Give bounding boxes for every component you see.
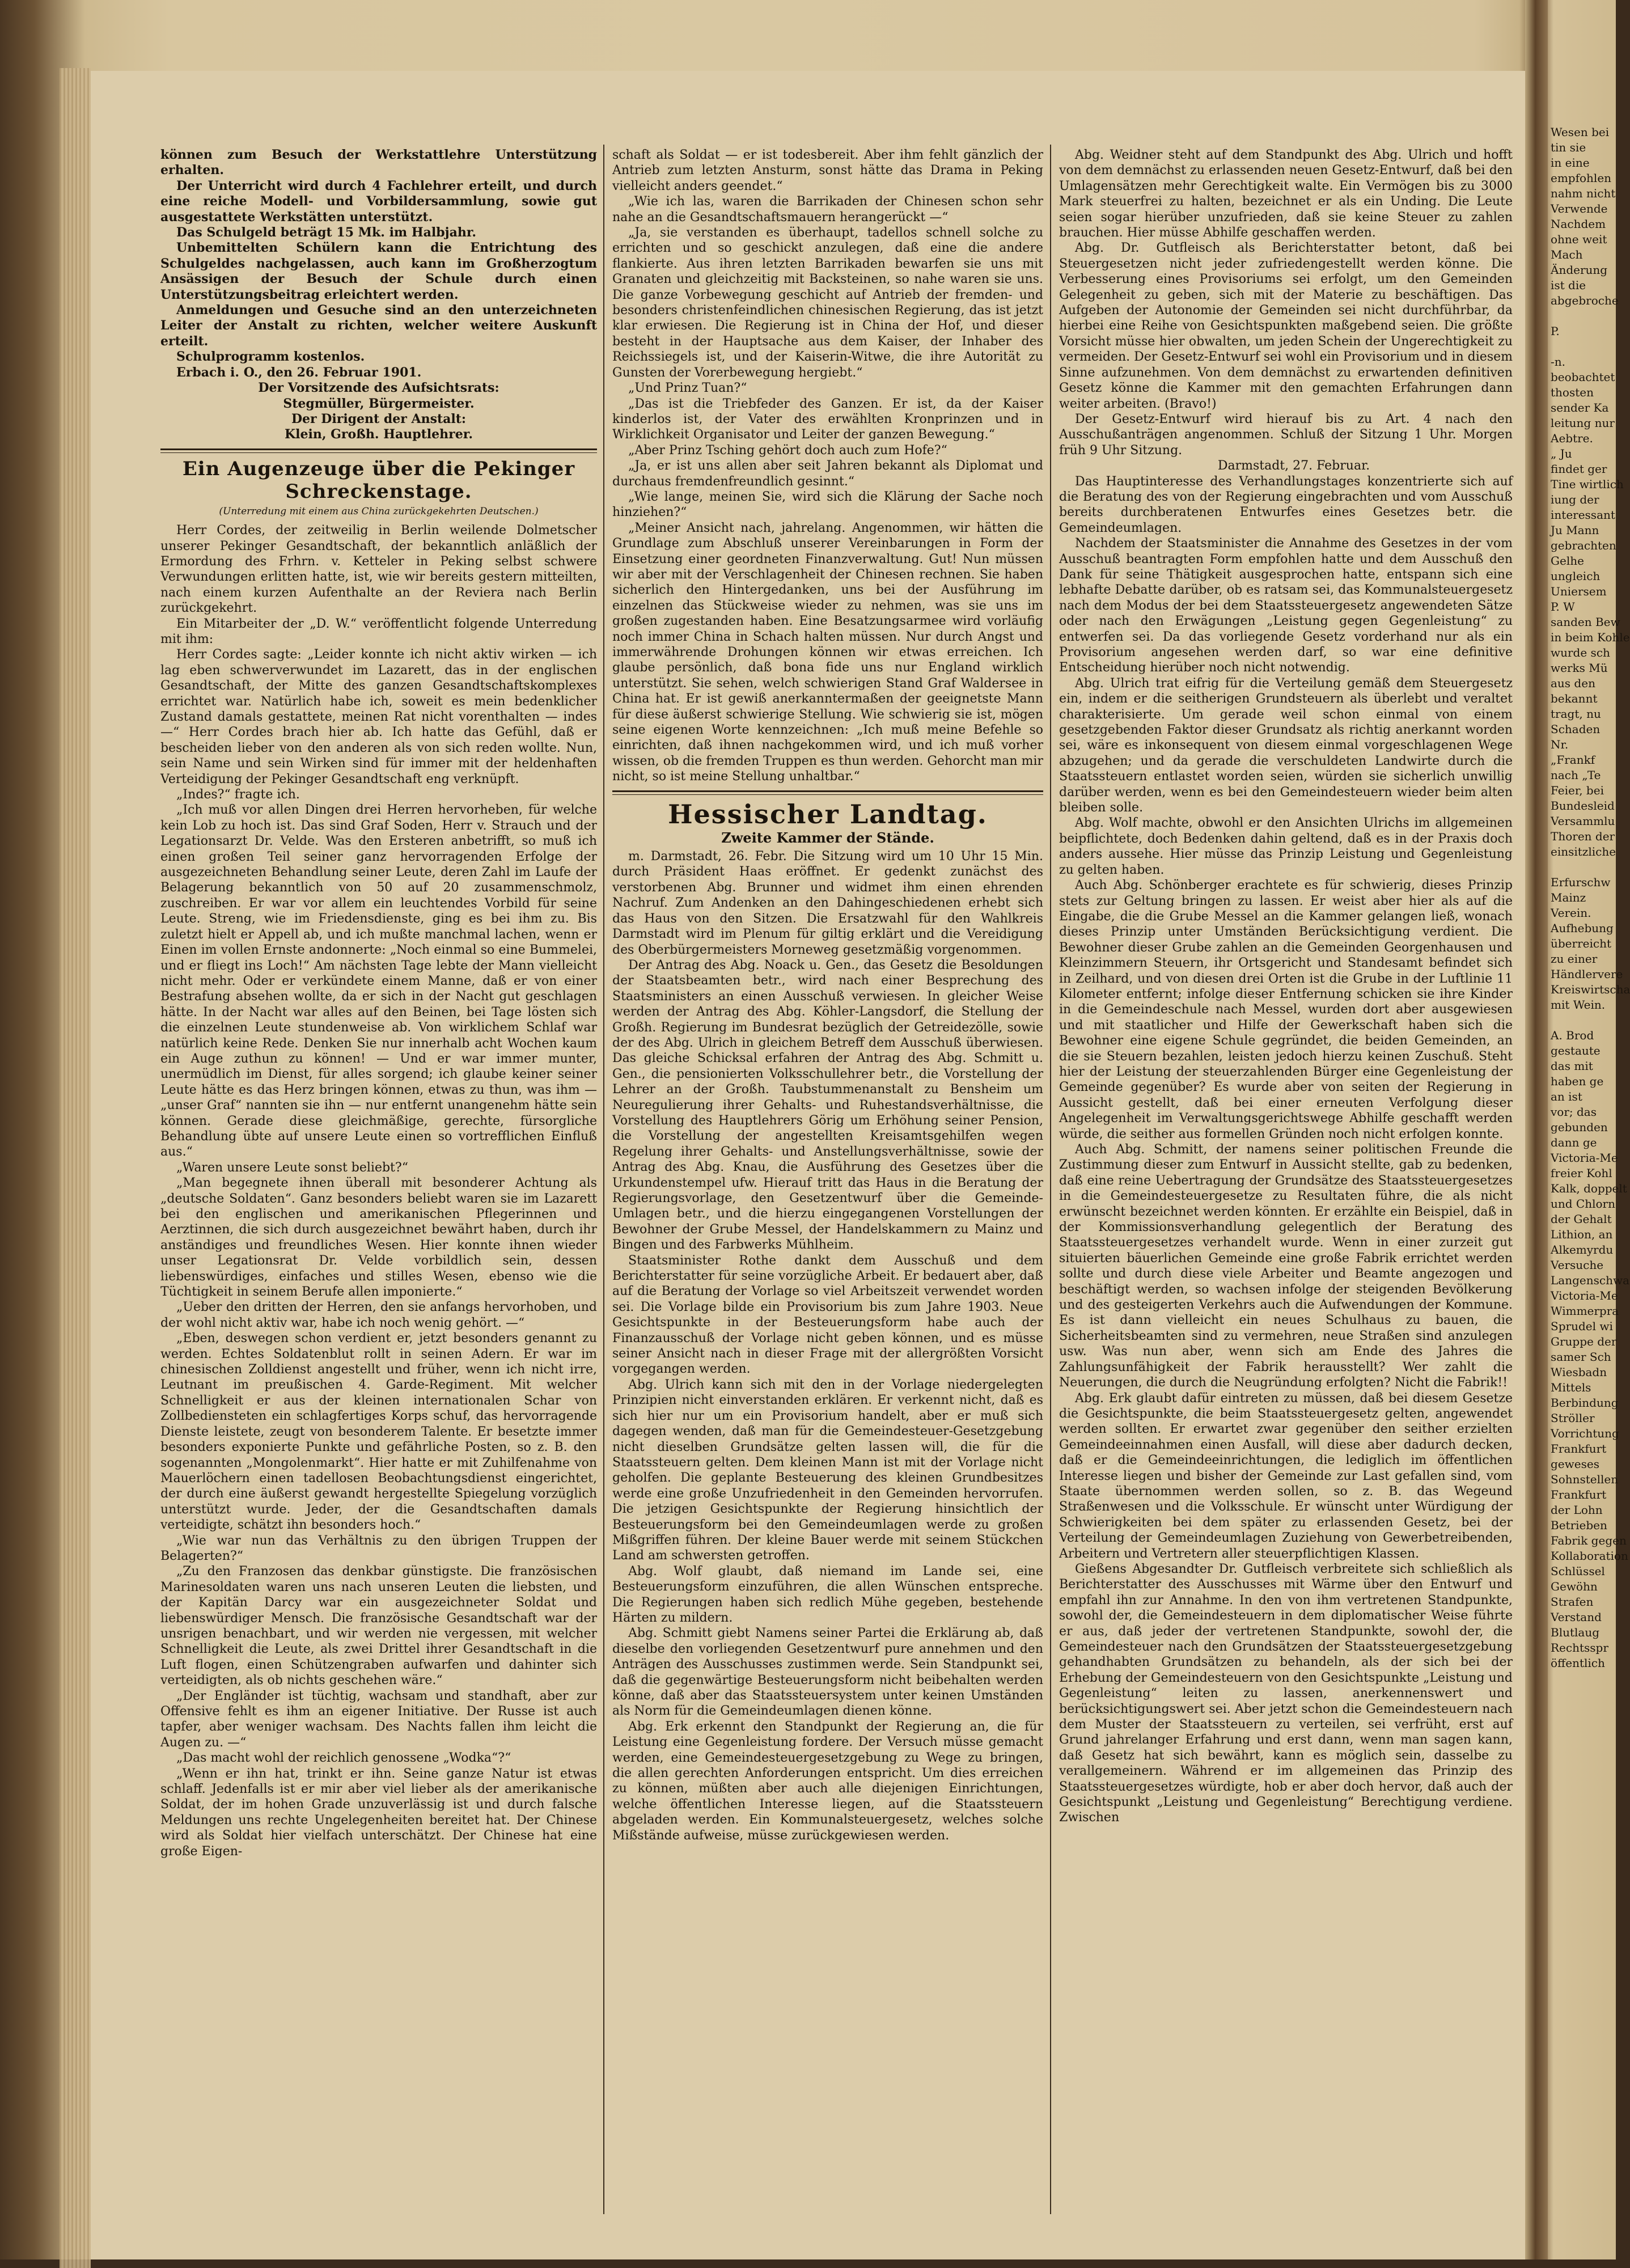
adjacent-page-line: P. W (1551, 600, 1575, 613)
adjacent-page-line: Mach (1551, 248, 1583, 261)
adjacent-page-line: thosten (1551, 386, 1594, 399)
column-rule-2 (1050, 145, 1051, 2214)
adjacent-page-line: „ Ju (1551, 447, 1572, 460)
adjacent-page-line: Nr. (1551, 738, 1569, 751)
column-rule-1 (603, 145, 604, 2214)
notice-paragraph: können zum Besuch der Werkstattlehre Unterstützung erhalten. (160, 147, 597, 178)
adjacent-page-line: Betrieben (1551, 1518, 1607, 1532)
adjacent-page-line: Erfurschw (1551, 875, 1611, 889)
binding-gutter (1525, 0, 1548, 2259)
adjacent-page-line: zu einer (1551, 952, 1598, 966)
adjacent-page-line: Verwende (1551, 202, 1608, 215)
adjacent-page-line: freier Kohl (1551, 1166, 1612, 1180)
article-paragraph: „Ja, er ist uns allen aber seit Jahren bekannt als Diplomat und durchaus fremdenfreundlich gesinnt.“ (612, 459, 1043, 489)
adjacent-page-line: Versammlu (1551, 814, 1615, 828)
adjacent-page-line: gebunden (1551, 1120, 1608, 1134)
article-paragraph: „Ueber den dritten der Herren, den sie anfangs hervorhoben, und der wohl nicht aktiv war, habe ich noch wenig gehört. —“ (160, 1300, 597, 1330)
landtag-paragraph: Abg. Erk erkennt den Standpunkt der Regierung an, die für Leistung eine Gegenleistung fordere. Der Versuch müsse gemacht werden, eine Gemeindesteuergesetzgebung zu Wege zu bringen, die allen gerechten Anforderungen entspricht. Um dies erreichen zu können, müßten aber auch alle diejenigen Einrichtungen, welche öffentlichen Interesse liegen, auf die Staatssteuern abgeladen werden. Ein Kommunalsteuergesetz, welches solche Mißstände aufweise, müsse zurückgewiesen werden. (612, 1719, 1043, 1843)
landtag-paragraph: Abg. Weidner steht auf dem Standpunkt des Abg. Ulrich und hofft von dem demnächst zu erlassenden neuen Gesetz-Entwurf, daß bei den Umlagensätzen mehr Gerechtigkeit walte. Ein Vermögen bis zu 3000 Mark steuerfrei zu halten, bezeichnet er als ein Unding. Die Leute seien sogar hierüber unzufrieden, daß sie keine Steuer zu zahlen brauchen. Hier müsse Abhilfe geschaffen werden. (1059, 148, 1513, 240)
adjacent-page-line: aus den (1551, 676, 1595, 690)
adjacent-page-line: empfohlen (1551, 171, 1612, 185)
article-paragraph: „Ja, sie verstanden es überhaupt, tadellos schnell solche zu errichten und so geschickt anzulegen, daß eine die andere flankierte. Aus ihren letzten Barrikaden bewarfen sie uns mit Granaten und gleichzeitig mit Backsteinen, so nahe waren sie uns. Die ganze Vorbewegung geschicht auf Antrieb der fremden- und besonders christenfeindlichen chinesischen Regierung, das ist jetzt klar erwiesen. Die Regierung ist in China der Hof, und dieser besteht in der Hauptsache aus dem Kaiser, der Inhaber des Reichssiegels ist, und der Kaiserin-Witwe, die ihre Autorität zu Gunsten der Vorerbewegung hergiebt.“ (612, 226, 1043, 380)
adjacent-page-line (1551, 339, 1616, 354)
adjacent-page-line: Kollaboration (1551, 1549, 1628, 1563)
adjacent-page-line: Kalk, doppelt (1551, 1182, 1627, 1195)
adjacent-page-line: werks Mü (1551, 661, 1608, 675)
column-1 (160, 147, 597, 2237)
adjacent-page-line (1551, 308, 1616, 324)
adjacent-page-line: wurde sch (1551, 646, 1610, 659)
adjacent-page-line: Kreiswirtscha (1551, 983, 1630, 996)
director-name: Klein, Großh. Hauptlehrer. (285, 427, 473, 442)
landtag-paragraph: m. Darmstadt, 26. Febr. Die Sitzung wird um 10 Uhr 15 Min. durch Präsident Haas eröffnet. Er gedenkt zunächst des verstorbenen Abg. Brunner und widmet ihm einen ehrenden Nachruf. Zum Andenken an den Dahingeschiedenen erhebt sich das Haus von den Sitzen. Die Ersatzwahl für den Wahlkreis Darmstadt wird im Plenum für giltig erklärt und die Vereidigung des Oberbürgermeisters Morneweg gesetzmäßig vorgenommen. (612, 849, 1043, 957)
adjacent-page-line: Ju Mann (1551, 523, 1599, 537)
adjacent-page-line: Tine wirtlich (1551, 477, 1624, 491)
adjacent-page-line: Nachdem (1551, 217, 1606, 231)
adjacent-page-line: Gruppe der (1551, 1335, 1617, 1348)
article-paragraph: schaft als Soldat — er ist todesbereit. Aber ihm fehlt gänzlich der Antrieb zum letzten Ansturm, sonst hätte das Drama in Peking vielleicht anders geendet.“ (612, 148, 1043, 193)
article-paragraph: „Man begegnete ihnen überall mit besonderer Achtung als „deutsche Soldaten“. Ganz besonders beliebt waren sie im Lazarett bei den englischen und amerikanischen Pflegerinnen und Aerztinnen, die sich durch ausgezeichnet bewährt haben, durch ihr anständiges und freundliches Wesen. Hier konnte ihnen wieder unser Legationsrat Dr. Velde vorbildlich sein, dessen liebenswürdiges, einfaches und stilles Wesen, ebenso wie die Tüchtigkeit in seinem Berufe allen imponierte.“ (160, 1176, 597, 1300)
adjacent-page-line: Alkemyrdu (1551, 1243, 1614, 1256)
adjacent-page-line: leitung nur (1551, 416, 1615, 430)
adjacent-page-line (1551, 860, 1616, 875)
adjacent-page-line: und Chlorn (1551, 1197, 1615, 1211)
article-paragraph: Herr Cordes, der zeitweilig in Berlin weilende Dolmetscher unserer Pekinger Gesandtschaft, der bekanntlich anläßlich der Ermordung des Frhrn. v. Ketteler in Peking selbst schwere Verwundungen erlitten hatte, ist, wie wir bereits gestern mitteilten, nach einem kurzen Aufenthalte an der Reviera nach Berlin zurückgekehrt. (160, 523, 597, 616)
adjacent-page-line: Uniersem (1551, 585, 1607, 598)
adjacent-page-line: geweses (1551, 1457, 1599, 1471)
notice-paragraph: Das Schulgeld beträgt 15 Mk. im Halbjahr. (176, 225, 477, 240)
landtag-paragraph: Nachdem der Staatsminister die Annahme des Gesetzes in der vom Ausschuß beantragten Form empfohlen hatte und dem Ausschuß den Dank für seine Thätigkeit ausgesprochen hatte, entspann sich eine lebhafte Debatte darüber, ob es ratsam sei, das Kommunalsteuergesetz nach dem Modus der bei dem Staatssteuergesetz angewendeten Sätze oder nach den Erwägungen „Leistung gegen Gegenleistung“ zu entwerfen sei. Da das vorliegende Gesetz vorderhand nur als ein Provisorium angesehen werden darf, so war eine definitive Entscheidung hierüber noch nicht notwendig. (1059, 536, 1513, 675)
article-paragraph: „Waren unsere Leute sonst beliebt?“ (176, 1160, 408, 1175)
adjacent-page-line: Strafen (1551, 1595, 1594, 1609)
article-paragraph: „Eben, deswegen schon verdient er, jetzt besonders genannt zu werden. Echtes Soldatenblut rollt in seinen Adern. Er war im chinesischen Zolldienst angestellt und früher, wenn ich nicht irre, Leutnant im preußischen 4. Garde-Regiment. Mit welcher Schnelligkeit er aus der kleinen internationalen Schar von Zollbediensteten ein schlagfertiges Korps schuf, das hervorragende Dienste leistete, zeugt von besonderem Talente. Er besetzte immer besonders exponierte Punkte und gefährliche Posten, so z. B. den sogenannten „Mongolenmarkt“. Hier hatte er mit Zuhilfenahme von Mauerlöchern einen tadellosen Beobachtungsdienst eingerichtet, der durch eine äußerst gewandt hergestellte Spiegelung vorzüglich unterstützt wurde. Jeder, der die Gesandtschaften damals verteidigte, schätzt ihn besonders hoch.“ (160, 1331, 597, 1533)
adjacent-page-line: einsitzliche (1551, 845, 1616, 858)
adjacent-page-line: Wiesbadn (1551, 1365, 1607, 1379)
adjacent-page-line: mit Wein. (1551, 998, 1606, 1012)
adjacent-page-line: -n. (1551, 355, 1565, 369)
adjacent-page-line: Vorrichtung (1551, 1427, 1619, 1440)
adjacent-page-line: Aebtre. (1551, 431, 1593, 445)
landtag-paragraph: Der Gesetz-Entwurf wird hierauf bis zu Art. 4 nach den Ausschußanträgen angenommen. Schluß der Sitzung 1 Uhr. Morgen früh 9 Uhr Sitzung. (1059, 412, 1513, 458)
article-subhead: (Unterredung mit einem aus China zurückgekehrten Deutschen.) (219, 505, 539, 517)
adjacent-page-line: in eine (1551, 156, 1590, 170)
adjacent-page-line: Fabrik gegen (1551, 1534, 1627, 1547)
landtag-paragraph: Abg. Dr. Gutfleisch als Berichterstatter betont, daß bei Steuergesetzen nicht jeder zufriedengestellt werden könne. Die Verbesserung eines Provisoriums sei erfolgt, um den Gemeinden Gelegenheit zu geben, sich mit der Materie zu beschäftigen. Das Aufgeben der Autonomie der Gemeinden sei nicht durchführbar, da hierbei eine Reihe von Gesichtspunkten maßgebend seien. Die größte Vorsicht müsse hier obwalten, um jeden Schein der Ungerechtigkeit zu vermeiden. Der Gesetz-Entwurf sei wohl ein Provisorium und in diesem Sinne aufzunehmen. Von dem demnächst zu erwartenden definitiven Gesetz könne die Kammer mit den gemachten Erfahrungen dann weiter arbeiten. (Bravo!) (1059, 241, 1513, 411)
column-2 (612, 147, 1043, 2237)
adjacent-page-line: Verein. (1551, 906, 1591, 920)
adjacent-page-line: Gelhe (1551, 554, 1584, 568)
section-divider (160, 448, 597, 453)
adjacent-page-line: Victoria-Me (1551, 1289, 1618, 1302)
article-paragraph: „Zu den Franzosen das denkbar günstigste. Die französischen Marinesoldaten waren uns nach unseren Leuten die liebsten, und der Kapitän Darcy war ein ausgezeichneter Soldat und liebenswürdiger Mensch. Die französische Gesandtschaft war der unsrigen benachbart, und wir werden nie vergessen, mit welcher Schnelligkeit die Leute, als zwei Drittel ihrer Gesandtschaft in die Luft flogen, einen Schützengraben aufwarfen und dahinter sich verteidigten, als ob nichts geschehen wäre.“ (160, 1564, 597, 1688)
section-divider (612, 790, 1043, 795)
landtag-paragraph: Auch Abg. Schmitt, der namens seiner politischen Freunde die Zustimmung dieser zum Entwurf in Aussicht stellte, gab zu bedenken, daß eine reine Uebertragung der Grundsätze des Staatssteuergesetzes in die Gemeindesteuergesetze zu Resultaten führe, die als nicht erwünscht bezeichnet werden könnten. Er erzählte ein Beispiel, daß in der Kommissionsverhandlung gelegentlich der Beratung des Staatssteuergesetzes verhandelt wurde. Wenn in einer zurzeit gut situierten bäuerlichen Gemeinde eine große Fabrik errichtet werden sollte und durch diese viele Arbeiter und Beamte angezogen und beschäftigt werden, so wachsen infolge der steigenden Bevölkerung und des gesteigerten Verkehrs auch die Aufwendungen der Kommune. Es ist dann vielleicht ein neues Schulhaus zu bauen, die Sicherheitsbeamten sind zu vermehren, neue Straßen sind anzulegen usw. Was nun aber, wenn sich am Ende des Jahres die Zahlungsunfähigkeit der Fabrik herausstellt? Wer zahlt die Neuerungen, die durch die Neugründung erfolgten? Nicht die Fabrik!! (1059, 1143, 1513, 1390)
adjacent-page-line: P. (1551, 324, 1560, 338)
notice-place-date: Erbach i. O., den 26. Februar 1901. (176, 365, 422, 380)
adjacent-page-line: Änderung (1551, 263, 1608, 277)
adjacent-page-line: Lithion, an (1551, 1228, 1613, 1241)
landtag-paragraph: Abg. Schmitt giebt Namens seiner Partei die Erklärung ab, daß dieselbe den vorliegenden Gesetzentwurf pure annehmen und den Anträgen des Ausschusses zustimmen werde. Sein Standpunkt sei, daß die gegenwärtige Besteuerungsform nicht beibehalten werden könne, daß aber das Staatssteuersystem unter keinen Umständen als Norm für die Gemeindeumlagen dienen könne. (612, 1626, 1043, 1719)
adjacent-page-line: iung der (1551, 493, 1599, 506)
adjacent-page-line: der Lohn (1551, 1503, 1603, 1517)
landtag-paragraph: Gießens Abgesandter Dr. Gutfleisch verbreitete sich schließlich als Berichterstatter des Ausschusses mit Wärme über den Entwurf und empfahl ihn zur Annahme. In den von ihm vertretenen Standpunkte, sowohl der, die Gemeindesteuern in dem diplomatischer Weise führte er aus, daß jeder der vertretenen Standpunkte, sowohl der, die Gemeindesteuer nach den Grundsätzen der Staatssteuergesetzgebung gehandhabten Grundsätzen zu behandeln, als der sich bei der Erhebung der Gemeindesteuern von den Gesichtspunkte „Leistung und Gegenleistung“ leiten zu lassen, anerkennenswert und berücksichtigungswert sei. Aber jetzt schon die Gemeindesteuern nach dem Muster der Staatssteuern zu verteilen, sei verfrüht, erst auf Grund jahrelanger Erfahrung und erst dann, wenn man sagen kann, daß Gesetz hat sich bewährt, kann es möglich sein, dasselbe zu verallgemeinern. Während er im allgemeinen das Prinzip des Staatssteuergesetzes würdigte, hob er aber doch hervor, daß auch der Gesichtspunkt „Leistung und Gegenleistung“ Berechtigung verdiene. Zwischen (1059, 1562, 1513, 1825)
article-paragraph: Herr Cordes sagte: „Leider konnte ich nicht aktiv wirken — ich lag eben schwerverwundet im Lazarett, das in der englischen Gesandtschaft, der Mitte des ganzen Gesandtschaftskomplexes errichtet war. Natürlich habe ich, soweit es mein bedenklicher Zustand damals gestattete, meinen Rat nicht vorenthalten — indes —“ Herr Cordes brach hier ab. Ich hatte das Gefühl, daß er bescheiden lieber von den anderen als von sich reden wollte. Nun, sein Name und sein Wirken sind für immer mit der heldenhaften Verteidigung der Pekinger Gesandtschaft eng verknüpft. (160, 648, 597, 786)
adjacent-page-line: Sprudel wi (1551, 1319, 1613, 1333)
notice-paragraph: Unbemittelten Schülern kann die Entrichtung des Schulgeldes nachgelassen, auch kann im Großherzogtum Ansässigen der Besuch der Schule durch einen Unterstützungsbeitrag erleichtert werden. (160, 240, 597, 302)
section-subtitle: Zweite Kammer der Stände. (721, 829, 934, 846)
adjacent-page-line: nach „Te (1551, 768, 1601, 782)
adjacent-page-line: findet ger (1551, 462, 1607, 476)
adjacent-page-line: in beim Kohle (1551, 631, 1630, 644)
page-stack-edge (60, 68, 91, 2268)
adjacent-page-line: Feier, bei (1551, 784, 1604, 797)
adjacent-page-line: bekannt (1551, 692, 1598, 705)
adjacent-page-line: haben ge (1551, 1074, 1604, 1088)
adjacent-page-line: sender Ka (1551, 401, 1609, 414)
adjacent-page-line: Wesen bei (1551, 125, 1610, 139)
notice-paragraph: Anmeldungen und Gesuche sind an den unterzeichneten Leiter der Anstalt zu richten, welcher weitere Auskunft erteilt. (160, 303, 597, 349)
article-paragraph: „Aber Prinz Tsching gehört doch auch zum Hofe?“ (628, 443, 947, 458)
notice-paragraph: Schulprogramm kostenlos. (176, 349, 365, 365)
adjacent-page-line: Wimmerpra (1551, 1304, 1619, 1318)
adjacent-page-line: Victoria-Me (1551, 1151, 1618, 1165)
adjacent-page-line: Bundesleid (1551, 799, 1615, 813)
landtag-paragraph: Abg. Erk glaubt dafür eintreten zu müssen, daß bei diesem Gesetze die Gesichtspunkte, die beim Staatssteuergesetz gelten, angewendet werden sollten. Er erwartet zwar gegenüber den seither erzielten Gemeindeeinnahmen einen Ausfall, will diese aber dadurch decken, daß er die Gemeindeeinrichtungen, die lediglich im öffentlichen Interesse liegen und bisher der Gemeinde zur Last gefallen sind, vom Staate übernommen werden sollen, so z. B. das Wegeund Straßenwesen und die Volksschule. Er wünscht unter Würdigung der Schwierigkeiten bei dem später zu erlassenden Gesetz, bei der Verteilung der Gemeindeumlagen Zuziehung von Gewerbetreibenden, Arbeitern und Vertretern aller steuerpflichtigen Klassen. (1059, 1391, 1513, 1561)
adjacent-page-line: ungleich (1551, 569, 1601, 583)
landtag-paragraph: Das Hauptinteresse des Verhandlungstages konzentrierte sich auf die Beratung des von der Regierung eingebrachten und vom Ausschuß bereits durchberatenen Entwurfes eines Gesetzes betr. die Gemeindeumlagen. (1059, 474, 1513, 535)
adjacent-page-line: Berbindung (1551, 1396, 1619, 1410)
adjacent-page-line: Rechtsspr (1551, 1641, 1608, 1655)
adjacent-page-line: Mittels (1551, 1381, 1591, 1394)
landtag-paragraph: Abg. Ulrich kann sich mit den in der Vorlage niedergelegten Prinzipien nicht einverstanden erklären. Er verkennt nicht, daß es sich hier nur um ein Provisorium handelt, aber er muß sich dagegen wenden, daß man für die Gemeindesteuer-Gesetzgebung nicht dieselben Grundsätze gelten lassen will, die für die Staatssteuern gelten. Dem kleinen Mann ist mit der Vorlage nicht geholfen. Die geplante Besteuerung des kleinen Grundbesitzes werde eine große Unzufriedenheit in den Gemeinden hervorrufen. Die jetzigen Gesichtspunkte der Regierung hinsichtlich der Besteuerungsform bei den Gemeindeumlagen werde zu großen Mißgriffen führen. Der kleine Bauer werde mit seinem Stückchen Land am schwersten getroffen. (612, 1377, 1043, 1563)
adjacent-page-line: das mit (1551, 1059, 1593, 1073)
adjacent-page-line: abgebroche (1551, 294, 1619, 307)
article-paragraph: „Wie lange, meinen Sie, wird sich die Klärung der Sache noch hinziehen?“ (612, 489, 1043, 520)
article-paragraph: „Wie war nun das Verhältnis zu den übrigen Truppen der Belagerten?“ (160, 1533, 597, 1563)
adjacent-page-line: an ist (1551, 1090, 1582, 1103)
adjacent-page-fragments (1551, 125, 1630, 2194)
adjacent-page-line: „Frankf (1551, 753, 1595, 767)
adjacent-page-line: öffentlich (1551, 1656, 1605, 1670)
landtag-paragraph: Abg. Ulrich trat eifrig für die Verteilung gemäß dem Steuergesetz ein, indem er die seitherigen Grundsteuern als überlebt und veraltet charakterisierte. Um gerade weil schon einmal von einem gesetzgebenden Faktor dieser Grundsatz als richtig anerkannt worden sei, wäre es inkonsequent von diesem einmal vorgeschlagenen Wege abzugehen; und da gerade die verschuldeten Landwirte durch die Staatssteuern entlastet worden seien, würden sie sicherlich unwillig darüber werden, wenn es bei den Gemeindesteuern wieder beim alten bleiben solle. (1059, 676, 1513, 815)
landtag-paragraph: Abg. Wolf machte, obwohl er den Ansichten Ulrichs im allgemeinen beipflichtete, doch Bedenken dahin geltend, daß es in der Praxis doch anders aussehe. Hier müsse das Prinzip Leistung und Gegenleistung zu gelten haben. (1059, 816, 1513, 877)
landtag-paragraph: Der Antrag des Abg. Noack u. Gen., das Gesetz die Besoldungen der Staatsbeamten betr., wird nach einer Besprechung des Staatsministers an einen Ausschuß verwiesen. In gleicher Weise werden der Antrag des Abg. Köhler-Langsdorf, die Stellung der Großh. Regierung im Bundesrat bezüglich der Getreidezölle, sowie der des Abg. Ulrich in gleichem Betreff dem Ausschuß überwiesen. Das gleiche Schicksal erfahren der Antrag des Abg. Schmitt u. Gen., die pensionierten Volksschullehrer betr., die Vorstellung der Lehrer an der Großh. Taubstummenanstalt zu Bensheim um Neuregulierung ihrer Gehalts- und Ruhestandsverhältnisse, die Vorstellung des Hauptlehrers Görig um Erhöhung seiner Pension, die Vorstellung der angestellten Kreisamtsgehilfen wegen Regelung ihrer Gehalts- und Anstellungsverhältnisse, sowie der Antrag des Abg. Knau, die Ausführung des Gesetzes über die Urkundenstempel ufw. Hierauf tritt das Haus in die Beratung der Regierungsvorlage, den Gesetzentwurf über die Gemeinde-Umlagen betr., und die hierzu eingegangenen Vorstellungen der Bewohner der Grube Messel, der Handelskammern zu Mainz und Bingen und des Farbwerks Mühlheim. (612, 958, 1043, 1253)
adjacent-page-line: Thoren der (1551, 830, 1615, 843)
adjacent-page-line: Frankfurt (1551, 1488, 1607, 1501)
adjacent-page-line: A. Brod (1551, 1029, 1594, 1042)
adjacent-page-line: Versuche (1551, 1258, 1604, 1272)
adjacent-page-line: dann ge (1551, 1136, 1597, 1149)
article-paragraph: „Und Prinz Tuan?“ (628, 381, 747, 396)
adjacent-page-line: überreicht (1551, 937, 1611, 950)
adjacent-page-line: ist die (1551, 278, 1586, 292)
adjacent-page-line: Schaden (1551, 722, 1601, 736)
column-3 (1059, 147, 1513, 2237)
adjacent-page-line: Ströller (1551, 1411, 1595, 1425)
notice-paragraph: Der Unterricht wird durch 4 Fachlehrer erteilt, und durch eine reiche Modell- und Vorbildersammlung, sowie gut ausgestattete Werkstätten unterstützt. (160, 178, 597, 225)
adjacent-page-line: Sohnstellen (1551, 1472, 1619, 1486)
adjacent-page-line: Langenschwa (1551, 1273, 1629, 1287)
article-headline: Ein Augenzeuge über die Pekinger Schreckenstage. (182, 457, 575, 503)
adjacent-page-line: Frankfurt (1551, 1442, 1607, 1455)
adjacent-page-line: interessant (1551, 508, 1615, 522)
adjacent-page-line: sanden Bew (1551, 615, 1620, 629)
adjacent-page-line: der Gehalt (1551, 1212, 1612, 1226)
adjacent-page-line: vor; das (1551, 1105, 1597, 1119)
adjacent-page-line: nahm nicht (1551, 187, 1616, 200)
adjacent-page-line: Schlüssel (1551, 1564, 1605, 1578)
adjacent-page-line: Blutlaug (1551, 1626, 1600, 1639)
section-title: Hessischer Landtag. (668, 798, 988, 830)
landtag-paragraph: Auch Abg. Schönberger erachtete es für schwierig, dieses Prinzip stets zur Geltung bringen zu lassen. Er weist aber hier als auf die Eingabe, die die Grube Messel an die Kammer gelangen ließ, wonach dieses Prinzip unter Umständen Berücksichtigung verdient. Die Bewohner dieser Grube zahlen an die Gemeinden Georgenhausen und Kleinzimmern Steuern, ihr Ortsgericht und Standesamt befindet sich in Zeilhard, und von diesen drei Orten ist die Grube in der Luftlinie 11 Kilometer entfernt; infolge dieser Entfernung schicken sie ihre Kinder in die Gemeindeschule nach Messel, wurden dort aber ausgewiesen und mit staatlicher und Hilfe der Gewerkschaft haben sich die Bewohner eine eigene Schule gegründet, die beiden Gemeinden, an die sie Steuern bezahlen, leisten jedoch hierzu keinen Zuschuß. Steht hier der Leistung der steuerzahlenden Bürger eine Gegenleistung der Gemeinde gegenüber? Es wurde aber von seiten der Regierung in Aussicht gestellt, daß bei einer erneuten Verfolgung dieser Angelegenheit im Verwaltungsgerichtswege Abhilfe geschafft werden würde, die seither aus formellen Gründen noch nicht erfolgen konnte. (1059, 878, 1513, 1141)
article-paragraph: „Indes?“ fragte ich. (176, 788, 300, 802)
adjacent-page-line: gebrachten (1551, 539, 1616, 552)
article-paragraph: „Wie ich las, waren die Barrikaden der Chinesen schon sehr nahe an die Gesandtschaftsmauern herangerückt —“ (612, 194, 1043, 225)
adjacent-page-line: Mainz (1551, 891, 1586, 904)
director-title: Der Dirigent der Anstalt: (291, 411, 467, 426)
adjacent-page-line: beobachtet (1551, 370, 1615, 384)
adjacent-page-line: Aufhebung (1551, 921, 1614, 935)
landtag-paragraph: Staatsminister Rothe dankt dem Ausschuß und dem Berichterstatter für seine vorzügliche Arbeit. Er bedauert aber, daß auf die Beratung der Vorlage so viel Arbeitszeit verwendet worden sei. Die Vorlage bilde ein Provisorium bis zum Jahre 1903. Neue Gesichtspunkte in der Besteuerungsform habe auch der Finanzausschuß der Vorlage nicht geben können, und es müsse seiner Ansicht nach in dieser Frage mit der allergrößten Vorsicht vorgegangen werden. (612, 1253, 1043, 1377)
article-paragraph: „Das ist die Triebfeder des Ganzen. Er ist, da der Kaiser kinderlos ist, der Vater des erwählten Kronprinzen und in Wirklichkeit Organisator und Leiter der ganzen Bewegung.“ (612, 396, 1043, 442)
adjacent-page-line: tragt, nu (1551, 707, 1601, 721)
adjacent-page-line: gestaute (1551, 1044, 1601, 1057)
article-paragraph: „Meiner Ansicht nach, jahrelang. Angenommen, wir hätten die Grundlage zum Abschluß unserer Vereinbarungen in Form der Einsetzung einer geordneten Finanzverwaltung. Gut! Nun müssen wir aber mit der Verschlagenheit der Chinesen rechnen. Sie haben sicherlich den Hintergedanken, uns bei der Ausführung im einzelnen das Stückweise wieder zu nehmen, was sie uns im großen zugestanden haben. Eine Besatzungsarmee wird vorläufig noch immer China in Schach halten müssen. Nur durch Angst und immerwährende Drohungen können wir etwas erreichen. Ich glaube persönlich, daß bona fide uns nur England wirklich unterstützt. Sie sehen, welch schwierigen Stand Graf Waldersee in China hat. Er ist gewiß anerkanntermaßen der geeignetste Mann für diese äußerst schwierige Stellung. Wie schwierig sie ist, mögen seine eigenen Worte kennzeichnen: „Ich muß meine Befehle so einrichten, daß ihnen nachgekommen wird, und ich muß vorher wissen, ob die fremden Truppen es thun werden. Gehorcht man mir nicht, so ist meine Stellung unhaltbar.“ (612, 521, 1043, 784)
adjacent-page-line (1551, 1013, 1616, 1028)
landtag-paragraph: Abg. Wolf glaubt, daß niemand im Lande sei, eine Besteuerungsform einzuführen, die allen Wünschen entspreche. Die Regierungen haben sich redlich Mühe gegeben, bestehende Härten zu mildern. (612, 1564, 1043, 1625)
adjacent-page-line: tin sie (1551, 141, 1586, 154)
adjacent-page-line: Gewöhn (1551, 1580, 1598, 1593)
adjacent-page-line: Verstand (1551, 1610, 1602, 1624)
adjacent-page-line: Händlervere (1551, 967, 1623, 981)
adjacent-page-line: samer Sch (1551, 1350, 1611, 1364)
board-name: Stegmüller, Bürgermeister. (283, 396, 475, 411)
article-paragraph: Ein Mitarbeiter der „D. W.“ veröffentlicht folgende Unterredung mit ihm: (160, 616, 597, 646)
board-title: Der Vorsitzende des Aufsichtsrats: (258, 380, 499, 396)
article-paragraph: „Wenn er ihn hat, trinkt er ihn. Seine ganze Natur ist etwas schlaff. Jedenfalls ist er mir aber viel lieber als der amerikanische Soldat, der im hohen Grade unzuverlässig ist und durch falsche Meldungen uns rechte Ungelegenheiten bereitet hat. Der Chinese wird als Soldat hier vielfach unterschätzt. Der Chinese hat eine große Eigen- (160, 1766, 597, 1859)
dateline: Darmstadt, 27. Februar. (1217, 459, 1370, 473)
adjacent-page-line: ohne weit (1551, 232, 1607, 246)
article-paragraph: „Das macht wohl der reichlich genossene „Wodka“?“ (176, 1751, 511, 1766)
article-paragraph: „Der Engländer ist tüchtig, wachsam und standhaft, aber zur Offensive fehlt es ihm an eigener Initiative. Der Russe ist auch tapfer, aber weniger wachsam. Des Nachts fallen ihm leicht die Augen zu. —“ (160, 1689, 597, 1750)
article-paragraph: „Ich muß vor allen Dingen drei Herren hervorheben, für welche kein Lob zu hoch ist. Das sind Graf Soden, Herr v. Strauch und der Legationsarzt Dr. Velde. Was den Ersteren anbetrifft, so muß ich einen großen Teil seiner ganz hervorragenden Erfolge der ausgezeichneten Behandlung seiner Leute, deren Zahl im Laufe der Belagerung bekanntlich von 50 auf 20 zusammenschmolz, zuschreiben. Er war vor allem ein leuchtendes Vorbild für seine Leute. Streng, wie im Friedensdienste, ging es bei ihm zu. Bis zuletzt hielt er Appell ab, und ich mußte manchmal lachen, wenn er Einen im vollen Ernste andonnerte: „Noch einmal so eine Bummelei, und er fliegt ins Loch!“ Am nächsten Tage lebte der Mann vielleicht nicht mehr. Oder er verkündete einem Manne, daß er von einer Bestrafung absehen wollte, da er sich in der Nacht gut geschlagen hätte. In der Nacht war alles auf den Beinen, bei Tage lösten sich die einzelnen Leute stundenweise ab. Von wirklichem Schlaf war natürlich keine Rede. Denken Sie nur innerhalb acht Wochen kaum ein Auge zuthun zu können! — Und er war immer munter, unermüdlich im Dienst, für alles sorgend; ich glaube keiner seiner Leute hätte es das Herz bringen können, etwas zu thun, was ihm — „unser Graf“ nannten sie ihn — nur entfernt unangenehm hätte sein können. Gerade diese gleichmäßige, gerechte, fürsorgliche Behandlung übte auf unsere Leute einen so vortrefflichen Einfluß aus.“ (160, 803, 597, 1160)
